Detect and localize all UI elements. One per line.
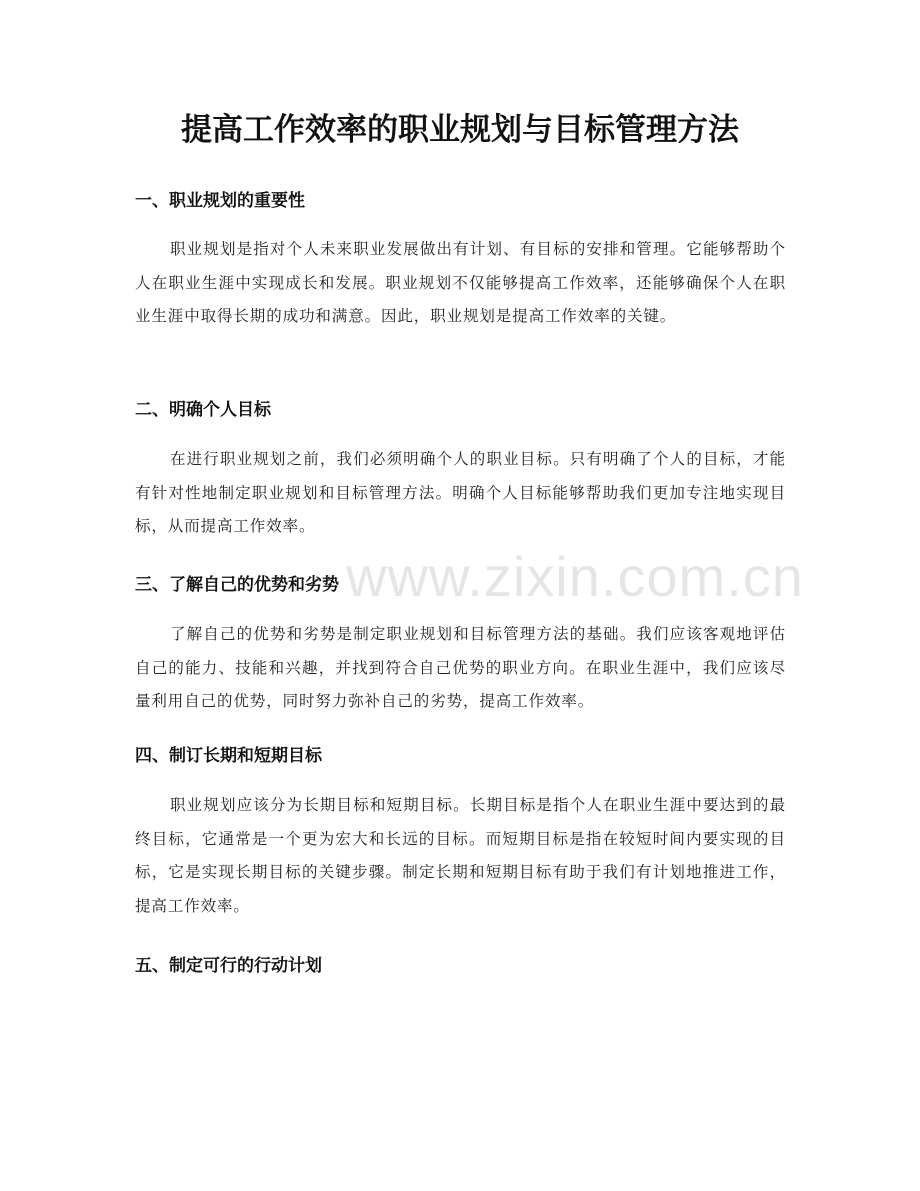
section-heading-3: 三、了解自己的优势和劣势	[135, 575, 339, 595]
section-paragraph-3: 了解自己的优势和劣势是制定职业规划和目标管理方法的基础。我们应该客观地评估自己的能力、技能和兴趣，并找到符合自己优势的职业方向。在职业生涯中，我们应该尽量利用自己的优势，同时努力弥补自己的劣势，提高工作效率。	[135, 625, 786, 710]
document-title: 提高工作效率的职业规划与目标管理方法	[181, 112, 739, 148]
section-heading-2: 二、明确个人目标	[135, 400, 271, 420]
watermark-text: www.zixin.com.cn	[346, 545, 804, 608]
section-paragraph-1: 职业规划是指对个人未来职业发展做出有计划、有目标的安排和管理。它能够帮助个人在职业生涯中实现成长和发展。职业规划不仅能够提高工作效率，还能够确保个人在职业生涯中取得长期的成功和满意。因此，职业规划是提高工作效率的关键。	[135, 240, 786, 325]
section-heading-1: 一、职业规划的重要性	[135, 191, 305, 211]
section-paragraph-2: 在进行职业规划之前，我们必须明确个人的职业目标。只有明确了个人的目标，才能有针对性地制定职业规划和目标管理方法。明确个人目标能够帮助我们更加专注地实现目标，从而提高工作效率。	[135, 450, 786, 535]
section-paragraph-4: 职业规划应该分为长期目标和短期目标。长期目标是指个人在职业生涯中要达到的最终目标，它通常是一个更为宏大和长远的目标。而短期目标是指在较短时间内要实现的目标，它是实现长期目标的关键步骤。制定长期和短期目标有助于我们有计划地推进工作，提高工作效率。	[135, 796, 786, 915]
section-heading-5: 五、制定可行的行动计划	[135, 956, 322, 976]
section-heading-4: 四、制订长期和短期目标	[135, 746, 322, 766]
